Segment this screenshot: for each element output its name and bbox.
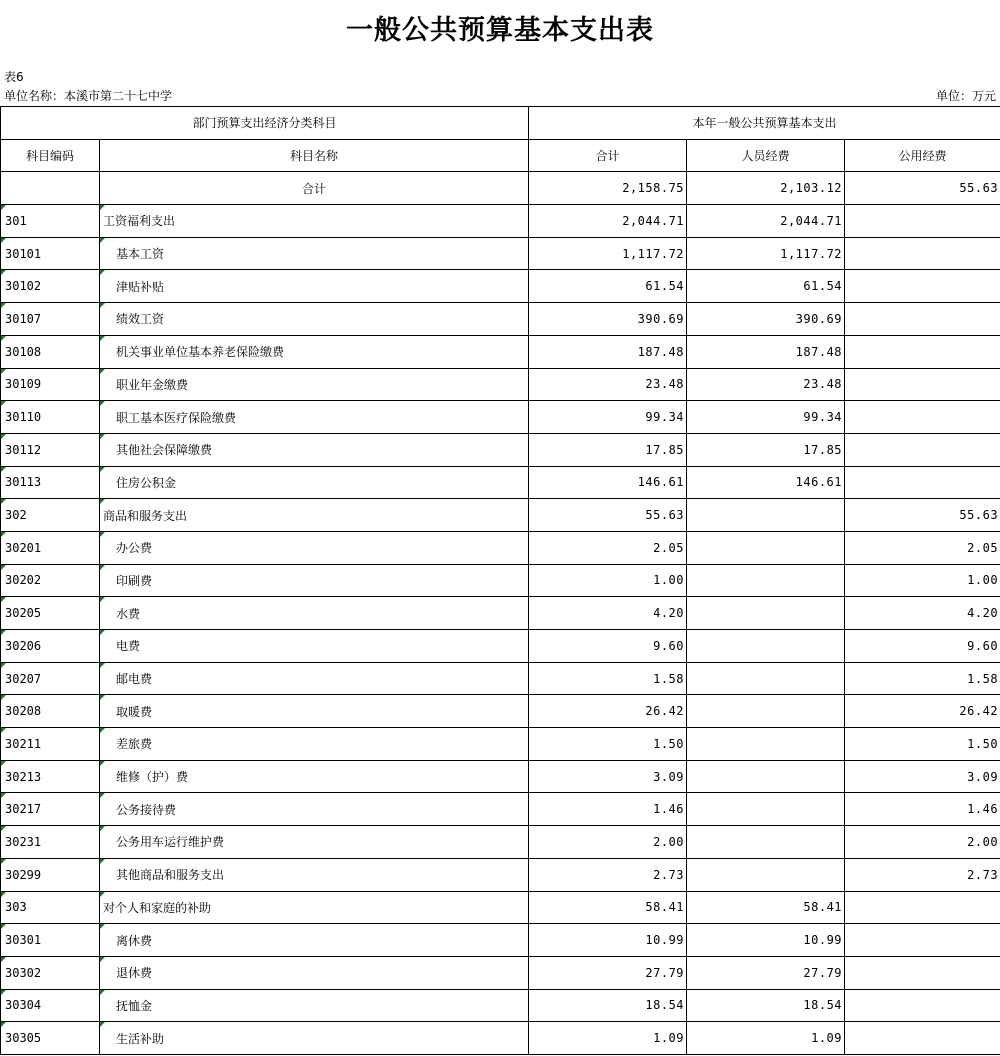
row-code: 30217 — [5, 802, 42, 817]
row-public-value: 55.63 — [845, 172, 1000, 205]
row-public-value: 26.42 — [845, 695, 1000, 728]
row-public-value — [845, 303, 1000, 336]
row-total-value: 1.46 — [529, 793, 687, 826]
row-personnel-value — [687, 597, 845, 630]
row-name: 取暖费 — [116, 704, 153, 719]
row-public-value — [845, 270, 1000, 303]
row-public-value — [845, 891, 1000, 924]
cell-marker-icon — [1, 597, 6, 602]
row-total-value: 18.54 — [529, 989, 687, 1022]
cell-marker-icon — [100, 205, 105, 210]
row-name-cell — [100, 630, 529, 663]
cell-marker-icon — [100, 336, 105, 341]
table-row — [1, 499, 1000, 532]
row-name-cell — [100, 303, 529, 336]
cell-marker-icon — [100, 990, 105, 995]
row-code: 30108 — [5, 344, 42, 359]
cell-marker-icon — [100, 663, 105, 668]
row-personnel-value — [687, 630, 845, 663]
row-public-value — [845, 237, 1000, 270]
row-code: 303 — [5, 900, 27, 915]
cell-marker-icon — [1, 1022, 6, 1027]
row-code: 30299 — [5, 867, 42, 882]
cell-marker-icon — [1, 793, 6, 798]
row-name-cell — [100, 728, 529, 761]
row-name: 退休费 — [116, 966, 153, 981]
cell-marker-icon — [1, 663, 6, 668]
table-row — [1, 401, 1000, 434]
row-name: 公务用车运行维护费 — [116, 835, 225, 850]
table-row — [1, 760, 1000, 793]
row-code-cell — [1, 728, 100, 761]
row-public-value — [845, 368, 1000, 401]
row-public-value: 3.09 — [845, 760, 1000, 793]
row-code: 30213 — [5, 769, 42, 784]
table-row — [1, 368, 1000, 401]
row-personnel-value — [687, 695, 845, 728]
row-code: 301 — [5, 213, 27, 228]
row-total-value: 2.00 — [529, 826, 687, 859]
cell-marker-icon — [100, 303, 105, 308]
row-name-cell — [100, 793, 529, 826]
table-row — [1, 989, 1000, 1022]
row-code: 30205 — [5, 606, 42, 621]
row-total-value: 2,044.71 — [529, 205, 687, 238]
row-name: 机关事业单位基本养老保险缴费 — [116, 345, 285, 360]
row-name-cell — [100, 335, 529, 368]
cell-marker-icon — [100, 499, 105, 504]
row-name: 基本工资 — [116, 247, 165, 262]
cell-marker-icon — [1, 401, 6, 406]
table-row — [1, 205, 1000, 238]
row-code: 30201 — [5, 540, 42, 555]
row-code: 30207 — [5, 671, 42, 686]
row-public-value: 1.46 — [845, 793, 1000, 826]
row-name: 绩效工资 — [116, 312, 165, 327]
cell-marker-icon — [1, 499, 6, 504]
row-name-cell — [100, 368, 529, 401]
row-name: 职业年金缴费 — [116, 377, 189, 392]
row-personnel-value: 2,044.71 — [687, 205, 845, 238]
cell-marker-icon — [100, 532, 105, 537]
cell-marker-icon — [1, 761, 6, 766]
cell-marker-icon — [100, 630, 105, 635]
row-personnel-value: 27.79 — [687, 956, 845, 989]
header-expenditure-group: 本年一般公共预算基本支出 — [529, 107, 1000, 140]
row-name: 邮电费 — [116, 672, 153, 687]
cell-marker-icon — [1, 434, 6, 439]
row-code: 30202 — [5, 573, 42, 588]
row-public-value — [845, 433, 1000, 466]
row-code: 30110 — [5, 410, 42, 425]
row-code-cell — [1, 989, 100, 1022]
row-name: 商品和服务支出 — [103, 508, 188, 523]
row-code: 30112 — [5, 442, 42, 457]
row-name: 其他商品和服务支出 — [116, 868, 225, 883]
row-personnel-value — [687, 662, 845, 695]
row-name: 办公费 — [116, 541, 153, 556]
row-code: 30231 — [5, 834, 42, 849]
row-code: 30302 — [5, 965, 42, 980]
cell-marker-icon — [1, 532, 6, 537]
row-personnel-value: 18.54 — [687, 989, 845, 1022]
cell-marker-icon — [100, 859, 105, 864]
table-row — [1, 237, 1000, 270]
row-total-value: 1,117.72 — [529, 237, 687, 270]
cell-marker-icon — [1, 728, 6, 733]
table-row — [1, 303, 1000, 336]
header-classification-group: 部门预算支出经济分类科目 — [1, 107, 529, 140]
row-total-value: 2,158.75 — [529, 172, 687, 205]
cell-marker-icon — [1, 270, 6, 275]
row-public-value: 4.20 — [845, 597, 1000, 630]
row-name-cell — [100, 858, 529, 891]
unit-name-label: 单位名称：本溪市第二十七中学 — [4, 89, 173, 103]
row-public-value — [845, 989, 1000, 1022]
row-code-cell — [1, 956, 100, 989]
table-row — [1, 826, 1000, 859]
table-row — [1, 662, 1000, 695]
cell-marker-icon — [100, 467, 105, 472]
row-total-value: 187.48 — [529, 335, 687, 368]
row-total-value: 390.69 — [529, 303, 687, 336]
row-name: 水费 — [116, 606, 141, 621]
table-row — [1, 891, 1000, 924]
row-code-cell — [1, 466, 100, 499]
cell-marker-icon — [1, 892, 6, 897]
row-public-value — [845, 956, 1000, 989]
row-personnel-value: 58.41 — [687, 891, 845, 924]
cell-marker-icon — [100, 793, 105, 798]
row-total-value: 1.00 — [529, 564, 687, 597]
cell-marker-icon — [100, 369, 105, 374]
row-name-cell — [100, 597, 529, 630]
row-total-value: 99.34 — [529, 401, 687, 434]
table-row — [1, 858, 1000, 891]
row-name-cell — [100, 989, 529, 1022]
table-row — [1, 597, 1000, 630]
row-name: 印刷费 — [116, 573, 153, 588]
row-code-cell — [1, 1022, 100, 1055]
row-code-cell — [1, 760, 100, 793]
table-row — [1, 466, 1000, 499]
row-public-value — [845, 924, 1000, 957]
cell-marker-icon — [1, 924, 6, 929]
row-name-cell — [100, 172, 529, 205]
row-name-cell — [100, 205, 529, 238]
row-total-value: 17.85 — [529, 433, 687, 466]
row-name: 合计 — [302, 181, 327, 196]
row-code-cell — [1, 630, 100, 663]
row-code: 30301 — [5, 933, 42, 948]
row-personnel-value — [687, 564, 845, 597]
row-name: 差旅费 — [116, 737, 153, 752]
row-name: 住房公积金 — [116, 475, 177, 490]
cell-marker-icon — [1, 336, 6, 341]
row-personnel-value: 1,117.72 — [687, 237, 845, 270]
row-code-cell — [1, 270, 100, 303]
row-total-value: 27.79 — [529, 956, 687, 989]
row-total-value: 26.42 — [529, 695, 687, 728]
table-row — [1, 564, 1000, 597]
row-name: 工资福利支出 — [103, 214, 176, 229]
row-personnel-value: 23.48 — [687, 368, 845, 401]
cell-marker-icon — [100, 270, 105, 275]
row-public-value: 1.50 — [845, 728, 1000, 761]
row-personnel-value: 99.34 — [687, 401, 845, 434]
row-total-value: 10.99 — [529, 924, 687, 957]
table-row — [1, 728, 1000, 761]
cell-marker-icon — [100, 434, 105, 439]
row-name: 其他社会保障缴费 — [116, 443, 213, 458]
row-code-cell — [1, 695, 100, 728]
row-total-value: 55.63 — [529, 499, 687, 532]
row-public-value: 2.00 — [845, 826, 1000, 859]
row-code: 30107 — [5, 311, 42, 326]
row-personnel-value — [687, 858, 845, 891]
row-total-value: 2.05 — [529, 531, 687, 564]
row-name: 生活补助 — [116, 1031, 165, 1046]
row-code-cell — [1, 891, 100, 924]
row-code-cell — [1, 531, 100, 564]
header-total: 合计 — [529, 139, 687, 172]
row-name: 抚恤金 — [116, 998, 153, 1013]
row-name-cell — [100, 695, 529, 728]
row-name: 公务接待费 — [116, 802, 177, 817]
table-row — [1, 793, 1000, 826]
row-name: 电费 — [116, 639, 141, 654]
table-row — [1, 270, 1000, 303]
row-name: 对个人和家庭的补助 — [103, 900, 212, 915]
row-personnel-value: 390.69 — [687, 303, 845, 336]
table-row — [1, 335, 1000, 368]
row-total-value: 1.58 — [529, 662, 687, 695]
row-code: 30211 — [5, 736, 42, 751]
cell-marker-icon — [1, 238, 6, 243]
row-code-cell — [1, 564, 100, 597]
table-row — [1, 695, 1000, 728]
row-name-cell — [100, 662, 529, 695]
cell-marker-icon — [100, 597, 105, 602]
cell-marker-icon — [1, 630, 6, 635]
row-personnel-value — [687, 826, 845, 859]
row-public-value — [845, 205, 1000, 238]
row-personnel-value — [687, 760, 845, 793]
row-personnel-value: 17.85 — [687, 433, 845, 466]
row-name-cell — [100, 891, 529, 924]
cell-marker-icon — [100, 957, 105, 962]
row-total-value: 4.20 — [529, 597, 687, 630]
row-name: 离休费 — [116, 933, 153, 948]
cell-marker-icon — [100, 826, 105, 831]
row-public-value — [845, 466, 1000, 499]
header-column-row — [1, 139, 1000, 172]
header-group-row — [1, 107, 1000, 140]
cell-marker-icon — [1, 957, 6, 962]
row-code-cell — [1, 303, 100, 336]
header-public: 公用经费 — [845, 139, 1000, 172]
row-name-cell — [100, 270, 529, 303]
cell-marker-icon — [100, 238, 105, 243]
row-name-cell — [100, 401, 529, 434]
row-name-cell — [100, 826, 529, 859]
cell-marker-icon — [1, 369, 6, 374]
row-personnel-value: 10.99 — [687, 924, 845, 957]
row-code: 30102 — [5, 279, 42, 294]
row-name-cell — [100, 760, 529, 793]
table-row — [1, 1022, 1000, 1055]
row-code: 30305 — [5, 1031, 42, 1046]
row-public-value: 1.00 — [845, 564, 1000, 597]
row-code: 30113 — [5, 475, 42, 490]
table-number: 表6 — [4, 70, 24, 84]
row-personnel-value: 61.54 — [687, 270, 845, 303]
table-row — [1, 433, 1000, 466]
table-row — [1, 172, 1000, 205]
row-total-value: 1.09 — [529, 1022, 687, 1055]
row-public-value — [845, 335, 1000, 368]
row-personnel-value — [687, 499, 845, 532]
row-name-cell — [100, 466, 529, 499]
row-name: 职工基本医疗保险缴费 — [116, 410, 237, 425]
header-code: 科目编码 — [1, 139, 100, 172]
cell-marker-icon — [100, 1022, 105, 1027]
row-total-value: 3.09 — [529, 760, 687, 793]
row-code: 30101 — [5, 246, 42, 261]
row-code-cell — [1, 433, 100, 466]
header-personnel: 人员经费 — [687, 139, 845, 172]
row-code: 30109 — [5, 377, 42, 392]
cell-marker-icon — [1, 990, 6, 995]
row-public-value — [845, 1022, 1000, 1055]
row-code-cell — [1, 793, 100, 826]
row-public-value — [845, 401, 1000, 434]
row-code-cell — [1, 368, 100, 401]
cell-marker-icon — [100, 565, 105, 570]
cell-marker-icon — [100, 728, 105, 733]
cell-marker-icon — [1, 565, 6, 570]
row-code-cell — [1, 662, 100, 695]
row-name-cell — [100, 237, 529, 270]
row-name-cell — [100, 956, 529, 989]
cell-marker-icon — [1, 695, 6, 700]
row-code: 30304 — [5, 998, 42, 1013]
row-code-cell — [1, 924, 100, 957]
page-title: 一般公共预算基本支出表 — [346, 15, 654, 46]
row-public-value: 2.73 — [845, 858, 1000, 891]
row-personnel-value: 2,103.12 — [687, 172, 845, 205]
row-public-value: 9.60 — [845, 630, 1000, 663]
row-code-cell — [1, 335, 100, 368]
table-row — [1, 924, 1000, 957]
row-personnel-value: 187.48 — [687, 335, 845, 368]
cell-marker-icon — [100, 761, 105, 766]
row-personnel-value: 1.09 — [687, 1022, 845, 1055]
row-total-value: 1.50 — [529, 728, 687, 761]
row-name-cell — [100, 1022, 529, 1055]
cell-marker-icon — [100, 892, 105, 897]
cell-marker-icon — [1, 303, 6, 308]
row-personnel-value — [687, 531, 845, 564]
row-total-value: 23.48 — [529, 368, 687, 401]
row-code: 30208 — [5, 704, 42, 719]
row-total-value: 9.60 — [529, 630, 687, 663]
budget-table — [0, 106, 1000, 1055]
row-code-cell — [1, 172, 100, 205]
cell-marker-icon — [100, 695, 105, 700]
row-total-value: 146.61 — [529, 466, 687, 499]
row-personnel-value — [687, 793, 845, 826]
table-row — [1, 630, 1000, 663]
row-name: 津贴补贴 — [116, 279, 165, 294]
cell-marker-icon — [1, 859, 6, 864]
row-code: 30206 — [5, 638, 42, 653]
table-row — [1, 531, 1000, 564]
cell-marker-icon — [1, 826, 6, 831]
row-total-value: 2.73 — [529, 858, 687, 891]
row-name-cell — [100, 531, 529, 564]
row-public-value: 2.05 — [845, 531, 1000, 564]
row-total-value: 58.41 — [529, 891, 687, 924]
row-code-cell — [1, 597, 100, 630]
currency-unit-label: 单位：万元 — [935, 89, 996, 103]
row-code-cell — [1, 205, 100, 238]
cell-marker-icon — [1, 467, 6, 472]
row-name-cell — [100, 433, 529, 466]
row-code-cell — [1, 858, 100, 891]
row-code-cell — [1, 401, 100, 434]
row-public-value: 1.58 — [845, 662, 1000, 695]
row-name-cell — [100, 564, 529, 597]
row-code-cell — [1, 826, 100, 859]
cell-marker-icon — [100, 924, 105, 929]
row-name-cell — [100, 924, 529, 957]
row-personnel-value: 146.61 — [687, 466, 845, 499]
row-name-cell — [100, 499, 529, 532]
row-code: 302 — [5, 508, 27, 523]
table-row — [1, 956, 1000, 989]
row-total-value: 61.54 — [529, 270, 687, 303]
row-public-value: 55.63 — [845, 499, 1000, 532]
table-body — [1, 172, 1000, 1055]
row-personnel-value — [687, 728, 845, 761]
row-name: 维修（护）费 — [116, 770, 189, 785]
row-code-cell — [1, 237, 100, 270]
row-code-cell — [1, 499, 100, 532]
cell-marker-icon — [100, 401, 105, 406]
cell-marker-icon — [1, 205, 6, 210]
header-name: 科目名称 — [100, 139, 529, 172]
